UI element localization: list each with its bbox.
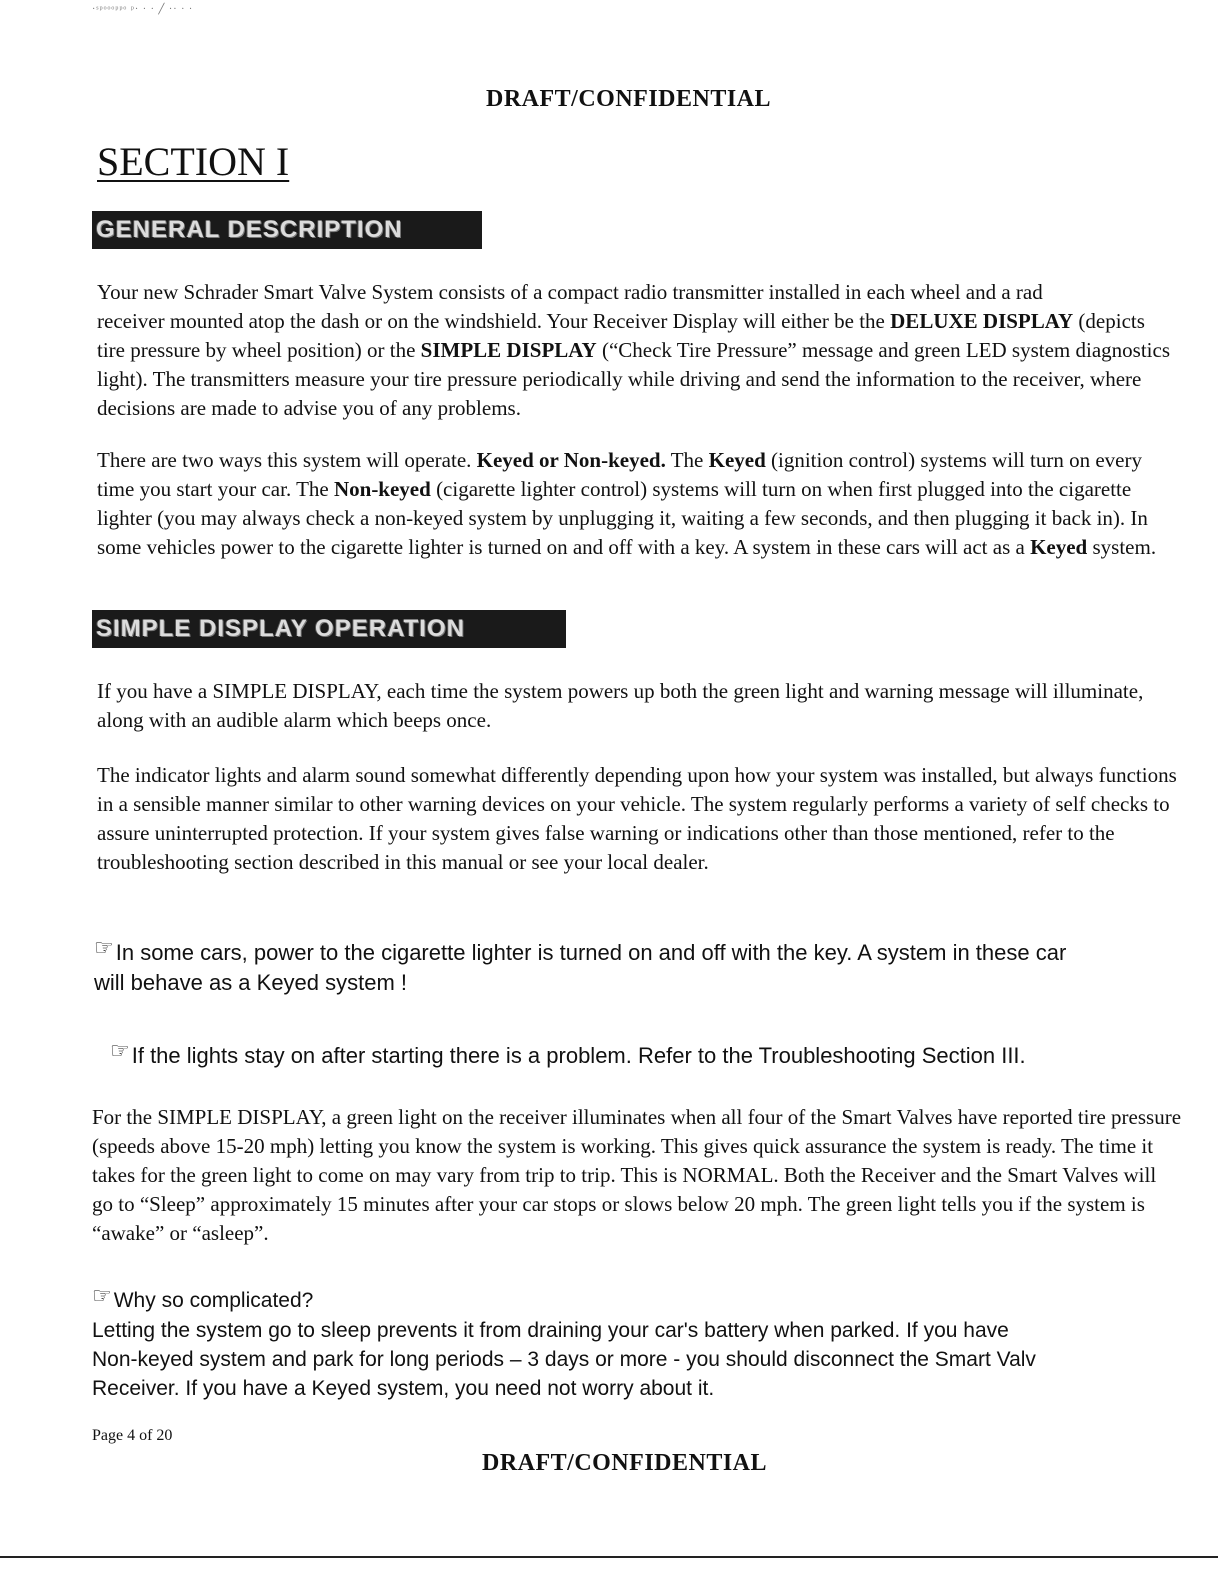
paragraph-text: For the SIMPLE DISPLAY, a green light on the receiver illuminates when all four of the Smart Valves have reported tire pressure (speeds above 15-20 mph) letting you know the system is working. This gives quick assurance the system is ready. The time it takes for the green light to come on may vary from trip to trip. This is NORMAL. Both the Receiver and the Smart Valves will go to “Sleep” approximately 15 minutes after your car stops or slows below 20 mph. The green light tells you if the system is “awake” or “asleep”. bbox=[92, 1105, 1182, 1245]
general-description-paragraph-2 bbox=[97, 446, 1177, 562]
note-heading: Why so complicated? bbox=[113, 1289, 314, 1312]
text-run: (ignition control) systems will turn on every time you start your car. The bbox=[97, 448, 1142, 501]
text-run: (depicts tire pressure by wheel position) or the bbox=[97, 309, 1145, 362]
draft-footer-label: DRAFT/CONFIDENTIAL bbox=[482, 1450, 768, 1476]
scan-marks: ·ˢᵖᵒᵒᵒᵖᵖᵒ ᵖ· · · ╱ ·· · · bbox=[92, 4, 194, 15]
paragraph-text: The indicator lights and alarm sound somewhat differently depending upon how your system was installed, but always functions in a sensible manner similar to other warning devices on your vehicle. The system regularly performs a variety of self checks to assure uninterrupted protection. If your system gives false warning or indications other than those mentioned, refer to the troubleshooting section described in this manual or see your local dealer. bbox=[97, 763, 1177, 874]
bottom-rule bbox=[0, 1556, 1218, 1558]
general-description-banner: GENERAL DESCRIPTION bbox=[92, 211, 482, 249]
note-why-complicated bbox=[92, 1283, 1218, 1403]
text-run: There are two ways this system will operate. bbox=[97, 448, 477, 472]
simple-display-operation-banner: SIMPLE DISPLAY OPERATION bbox=[92, 610, 566, 648]
note-text: will behave as a Keyed system ! bbox=[94, 970, 408, 995]
note-text: Letting the system go to sleep prevents it from draining your car's battery when parked. If you have bbox=[92, 1319, 1009, 1342]
pointing-hand-icon: ☞ bbox=[110, 1038, 130, 1063]
note-text: Receiver. If you have a Keyed system, you need not worry about it. bbox=[92, 1377, 715, 1400]
page-number: Page 4 of 20 bbox=[92, 1427, 173, 1444]
simple-display-paragraph-1 bbox=[97, 677, 1187, 735]
note-text: In some cars, power to the cigarette lighter is turned on and off with the key. A system in these car bbox=[115, 940, 1067, 965]
deluxe-display-term: DELUXE DISPLAY bbox=[890, 309, 1074, 333]
nonkeyed-term: Non-keyed bbox=[333, 477, 431, 501]
keyed-term: Keyed bbox=[708, 448, 766, 472]
text-run: Your new Schrader Smart Valve System consists of a compact radio transmitter installed in each wheel and a rad bbox=[97, 280, 1043, 304]
pointing-hand-icon: ☞ bbox=[94, 935, 114, 960]
note-text: If the lights stay on after starting there is a problem. Refer to the Troubleshooting Section III. bbox=[131, 1043, 1026, 1068]
note-lights-stay-on bbox=[110, 1038, 1210, 1071]
text-run: The bbox=[665, 448, 709, 472]
section-title: SECTION I bbox=[97, 139, 290, 184]
simple-display-paragraph-3 bbox=[92, 1103, 1182, 1248]
paragraph-text: If you have a SIMPLE DISPLAY, each time the system powers up both the green light and warning message will illuminate, along with an audible alarm which beeps once. bbox=[97, 679, 1144, 732]
pointing-hand-icon: ☞ bbox=[92, 1283, 112, 1308]
draft-header-label: DRAFT/CONFIDENTIAL bbox=[486, 86, 772, 112]
text-run: (“Check Tire Pressure” message and green LED system diagnostics light). The transmitters measure your tire pressure periodically while driving and send the information to the receiver, where decisions are made to advise you of any problems. bbox=[97, 338, 1170, 420]
simple-display-paragraph-2 bbox=[97, 761, 1177, 877]
keyed-or-nonkeyed-term: Keyed or Non-keyed. bbox=[476, 448, 666, 472]
simple-display-term: SIMPLE DISPLAY bbox=[420, 338, 597, 362]
text-run: (cigarette lighter control) systems will turn on when first plugged into the cigarette lighter (you may always check a non-keyed system by unplugging it, waiting a few seconds, and then plugging it back in). In some vehicles power to the cigarette lighter is turned on and off with a key. A system in these cars will act as a bbox=[97, 477, 1148, 559]
keyed-term: Keyed bbox=[1030, 535, 1088, 559]
text-run: system. bbox=[1087, 535, 1157, 559]
general-description-paragraph-1 bbox=[97, 278, 1187, 423]
text-run: receiver mounted atop the dash or on the windshield. Your Receiver Display will either be the bbox=[97, 309, 891, 333]
note-cigarette-lighter bbox=[94, 935, 1218, 998]
note-text: Non-keyed system and park for long periods – 3 days or more - you should disconnect the Smart Valv bbox=[92, 1348, 1036, 1371]
